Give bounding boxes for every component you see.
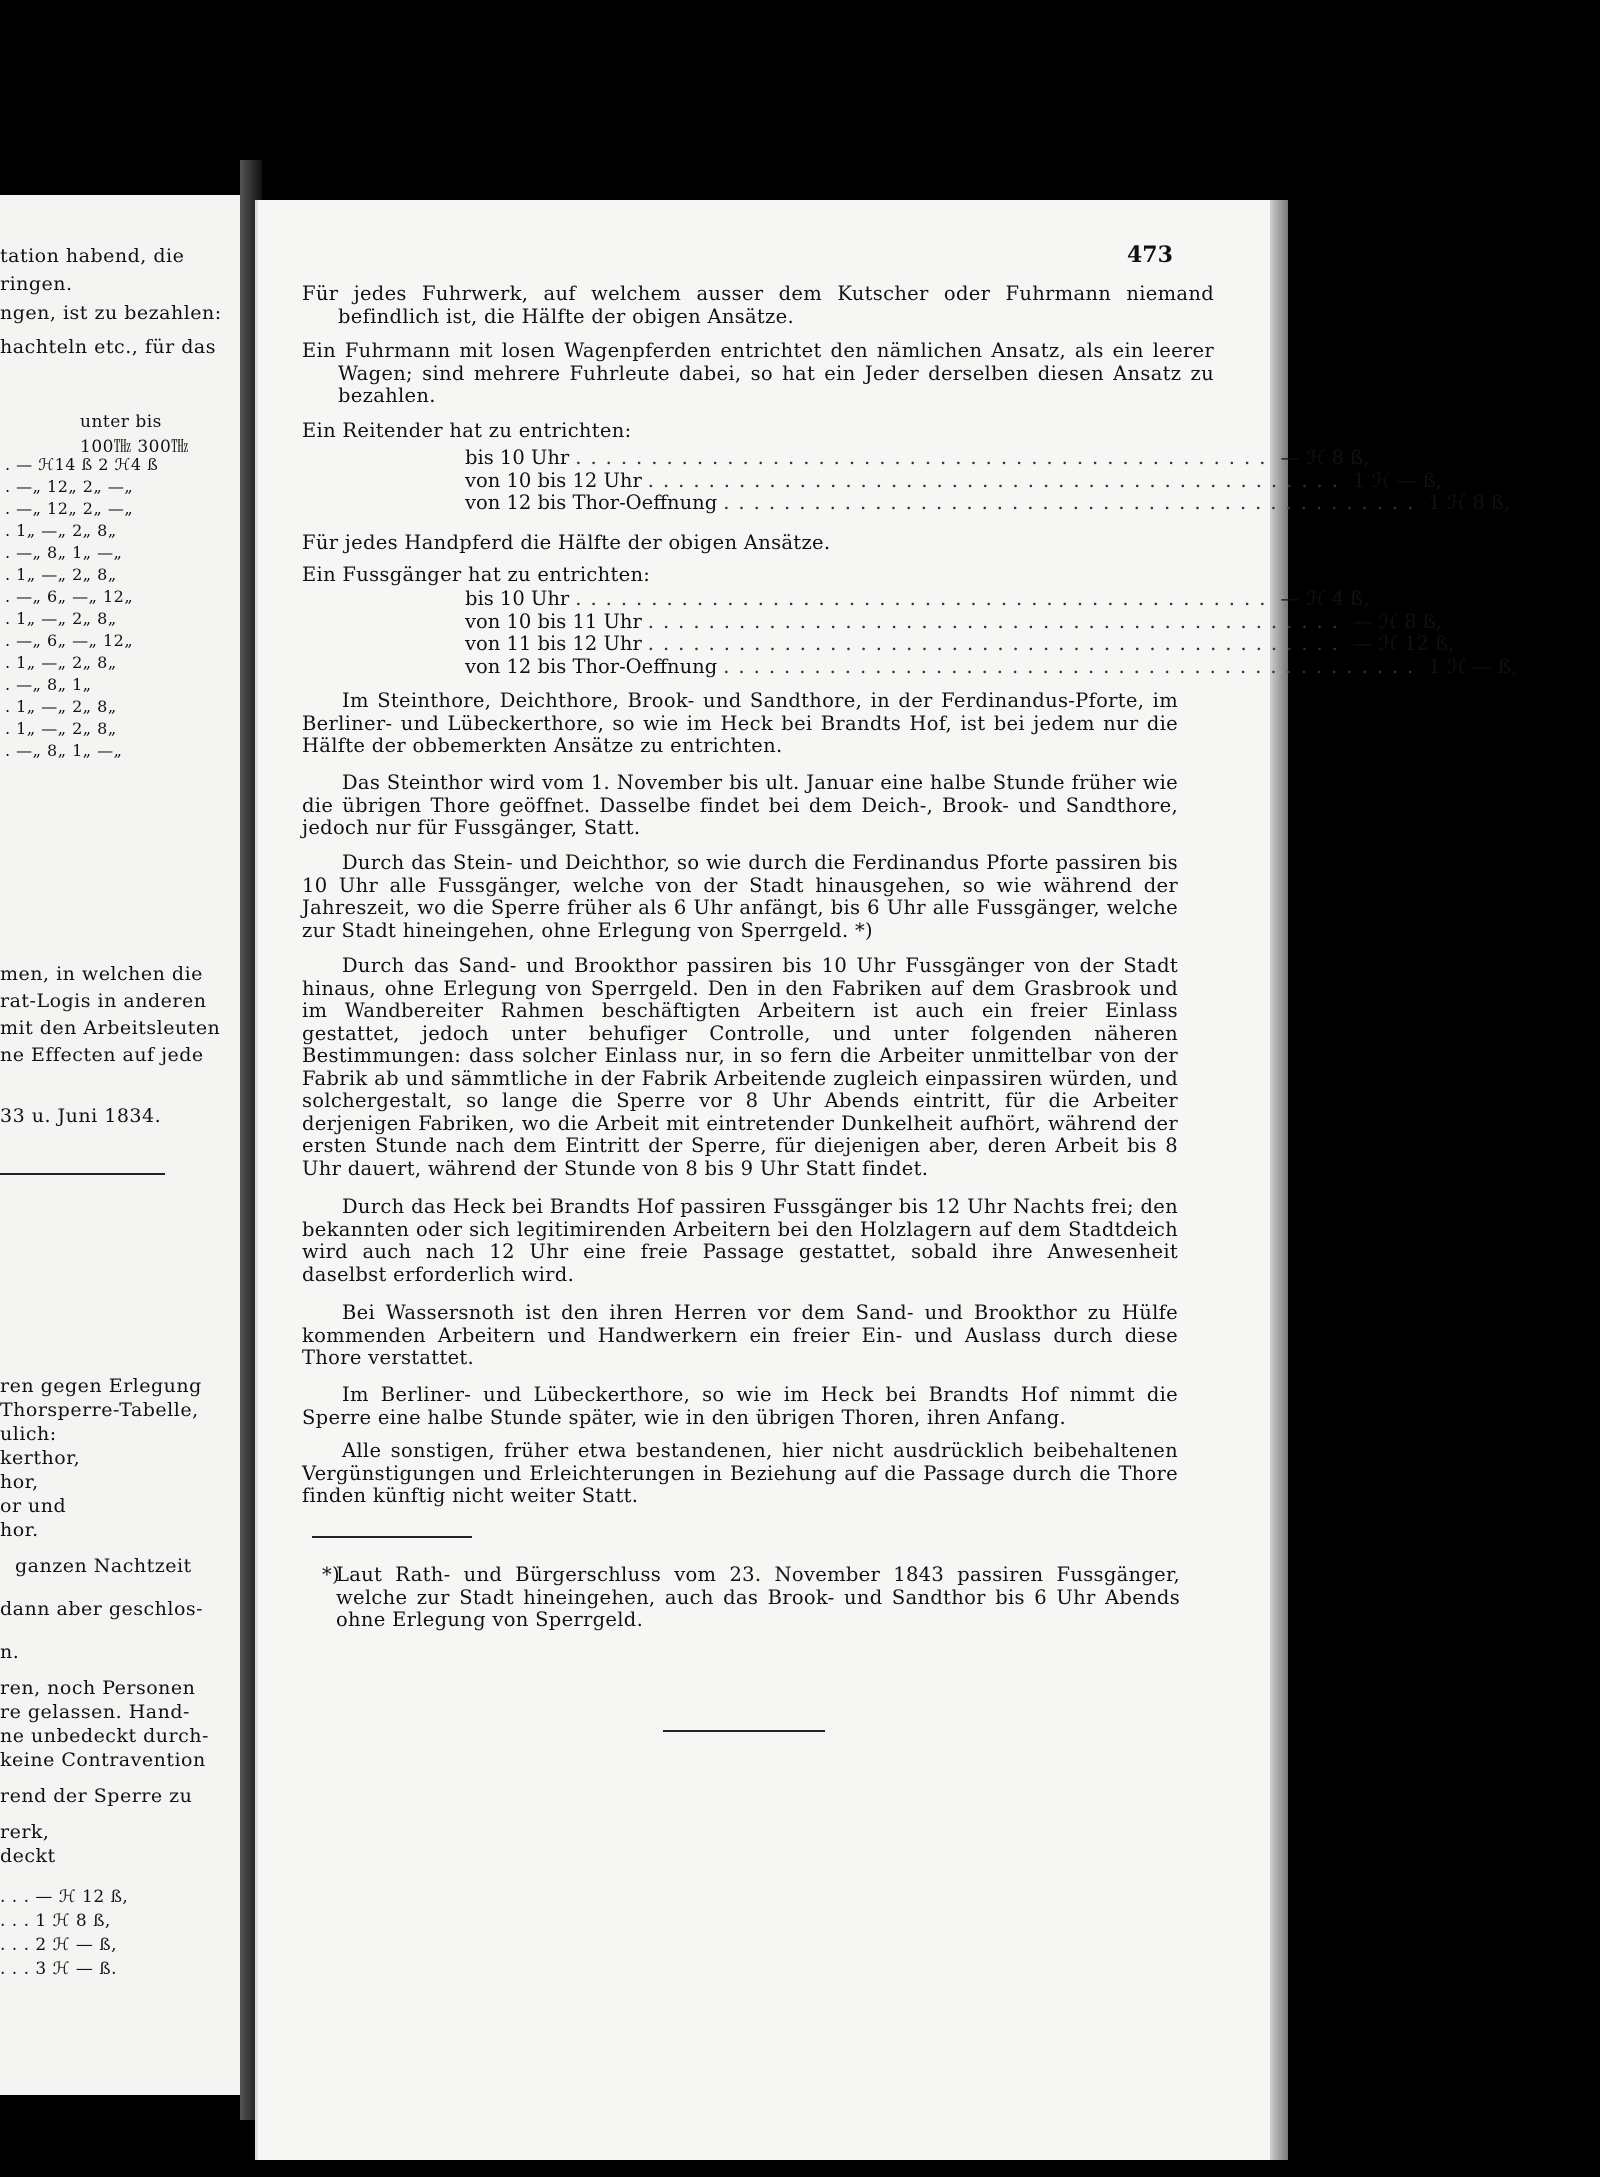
paragraph-fuhrmann: Ein Fuhrmann mit losen Wagenpferden entrichtet den nämlichen Ansatz, als ein leerer Wagen; sind mehrere Fuhrleute dabei, so hat ein Jeder derselben diesen Ansatz zu bezahlen. (302, 339, 1214, 407)
left-line: . . . 3 ℋ — ß. (0, 1959, 118, 1979)
paragraph-fussgaenger-heading: Ein Fussgänger hat zu entrichten: (302, 563, 651, 586)
fee-label: von 10 bis 11 Uhr (465, 609, 642, 633)
fee-label: von 11 bis 12 Uhr (465, 632, 642, 655)
left-line: . . . 2 ℋ — ß, (0, 1935, 118, 1955)
paragraph-berliner-luebeckerthore: Im Berliner- und Lübeckerthore, so wie im Heck bei Brandts Hof nimmt die Sperre eine halbe Stunde später, wie in den übrigen Thoren, ihren Anfang. (302, 1383, 1178, 1429)
left-line: tation habend, die (0, 245, 185, 267)
fee-value: — ℋ 12 ß, (1352, 632, 1455, 655)
fee-row (465, 609, 1442, 634)
leader-dots: .............................................. (723, 491, 1423, 514)
left-line: ne unbedeckt durch- (0, 1725, 209, 1747)
left-line: . —„ 12„ 2„ —„ (5, 477, 134, 496)
fee-label: bis 10 Uhr (465, 446, 570, 469)
left-line: ne Effecten auf jede (0, 1044, 204, 1066)
left-line: . —„ 8„ 1„ —„ (5, 741, 123, 760)
paragraph-sonstige-verguenstigungen: Alle sonstigen, früher etwa bestandenen, hier nicht ausdrücklich beibehaltenen Vergünstigungen und Erleichterungen in Beziehung auf die Passage durch die Thore finden künftig nicht weiter Statt. (302, 1439, 1178, 1507)
paragraph-reitender-heading: Ein Reitender hat zu entrichten: (302, 419, 632, 442)
paragraph-steinthor-november: Das Steinthor wird vom 1. November bis ult. Januar eine halbe Stunde früher wie die übrigen Thore geöffnet. Dasselbe findet bei dem Deich-, Brook- und Sandthore, jedoch nur für Fussgänger, Statt. (302, 771, 1178, 839)
left-line: men, in welchen die (0, 963, 203, 985)
left-line: kerthor, (0, 1447, 81, 1469)
left-line: ganzen Nachtzeit (15, 1555, 192, 1577)
left-line: ren, noch Personen (0, 1677, 196, 1699)
footnote-text: Laut Rath- und Bürgerschluss vom 23. November 1843 passiren Fussgänger, welche zur Stadt hineingehen, auch das Brook- und Sandthor bis 6 Uhr Abends ohne Erlegung von Sperrgeld. (336, 1563, 1180, 1631)
leader-dots: .............................................. (723, 654, 1423, 678)
fee-row (465, 446, 1370, 470)
fee-label: von 12 bis Thor-Oeffnung (465, 654, 718, 678)
paragraph-heck-brandts-hof: Durch das Heck bei Brandts Hof passiren Fussgänger bis 12 Uhr Nachts frei; den bekannten oder sich legitimirenden Arbeitern bei den Holzlagern auf dem Stadtdeich wird auch nach 12 Uhr eine freie Passage gestattet, sobald ihre Anwesenheit daselbst erforderlich wird. (302, 1195, 1178, 1286)
left-line: . 1„ —„ 2„ 8„ (5, 565, 117, 584)
leader-dots: .............................................. (647, 609, 1347, 633)
left-line: mit den Arbeitsleuten (0, 1017, 221, 1039)
footnote (322, 1563, 1180, 1632)
footnote-rule (312, 1536, 472, 1538)
left-line: Thorsperre-Tabelle, (0, 1399, 199, 1421)
left-line: . 1„ —„ 2„ 8„ (5, 719, 117, 738)
left-line: . 1„ —„ 2„ 8„ (5, 653, 117, 672)
left-line: . 1„ —„ 2„ 8„ (5, 697, 117, 716)
left-line: keine Contravention (0, 1749, 206, 1771)
fee-value: 1 ℋ 8 ß, (1428, 491, 1511, 514)
left-line: . 1„ —„ 2„ 8„ (5, 521, 117, 540)
fee-label: von 12 bis Thor-Oeffnung (465, 491, 718, 514)
fee-label: bis 10 Uhr (465, 587, 570, 610)
left-line: . . . — ℋ 12 ß, (0, 1887, 129, 1907)
left-line: . —„ 6„ —„ 12„ (5, 587, 134, 606)
left-line: . —„ 8„ 1„ —„ (5, 543, 123, 562)
left-line: . . . 1 ℋ 8 ß, (0, 1911, 111, 1931)
fee-row (465, 654, 1518, 679)
left-line: hachteln etc., für das (0, 336, 216, 358)
paragraph-steinthore: Im Steinthore, Deichthore, Brook- und Sandthore, in der Ferdinandus-Pforte, im Berliner- und Lübeckerthore, so wie im Heck bei Brandts Hof, ist bei jedem nur die Hälfte der obbemerkten Ansätze zu entrichten. (302, 689, 1178, 757)
left-line: 33 u. Juni 1834. (0, 1105, 162, 1127)
paragraph-handpferd: Für jedes Handpferd die Hälfte der obigen Ansätze. (302, 531, 831, 554)
leader-dots: .............................................. (647, 632, 1347, 655)
leader-dots: .............................................. (647, 468, 1347, 492)
left-line: . —„ 8„ 1„ (5, 675, 92, 694)
fee-value: — ℋ 8 ß, (1280, 446, 1370, 469)
paragraph-stein-deichthor: Durch das Stein- und Deichthor, so wie durch die Ferdinandus Pforte passiren bis 10 Uhr alle Fussgänger, welche von der Stadt hinausgehen, so wie während der Jahreszeit, wo die Sperre früher als 6 Uhr anfängt, bis 6 Uhr alle Fussgänger, welche zur Stadt hineingehen, ohne Erlegung von Sperrgeld. *) (302, 851, 1178, 942)
fee-value: — ℋ 8 ß, (1352, 609, 1442, 633)
leader-dots: .............................................. (575, 587, 1275, 610)
closing-rule (663, 1730, 825, 1732)
left-line: or und (0, 1495, 67, 1517)
fee-value: 1 ℋ — ß, (1428, 654, 1518, 678)
left-line: hor, (0, 1471, 39, 1493)
left-line: ulich: (0, 1423, 57, 1445)
paragraph-sand-brookthor: Durch das Sand- und Brookthor passiren bis 10 Uhr Fussgänger von der Stadt hinaus, ohne Erlegung von Sperrgeld. Den in den Fabriken auf dem Grasbrook und im Wandbereiter Rahmen beschäftigten Arbeitern ist auch ein freier Einlass gestattet, jedoch unter behufiger Controlle, und unter folgenden näheren Bestimmungen: dass solcher Einlass nur, in so fern die Arbeiter unmittelbar von der Fabrik ab und sämmtliche in der Fabrik Arbeitende zugleich einpassiren würden, und solchergestalt, so lange die Sperre vor 8 Uhr Abends eintritt, für die Arbeiter derjenigen Fabriken, wo die Arbeit mit eintretender Dunkelheit aufhört, während der ersten Stunde nach dem Eintritt der Sperre, für diejenigen aber, deren Arbeit bis 8 Uhr dauert, während der Stunde von 8 bis 9 Uhr Statt findet. (302, 954, 1178, 1180)
fee-row (465, 491, 1511, 515)
left-line: unter bis (80, 412, 162, 432)
fee-label: von 10 bis 12 Uhr (465, 468, 642, 492)
left-line: ringen. (0, 273, 73, 295)
left-line: rerk, (0, 1821, 50, 1843)
left-line: . —„ 12„ 2„ —„ (5, 499, 134, 518)
leader-dots: .............................................. (575, 446, 1275, 469)
fussgaenger-fee-table (465, 587, 1518, 678)
paragraph-fuhrwerk: Für jedes Fuhrwerk, auf welchem ausser dem Kutscher oder Fuhrmann niemand befindlich ist, die Hälfte der obigen Ansätze. (302, 282, 1214, 328)
fee-row (465, 632, 1455, 656)
left-line: . — ℋ14 ß 2 ℋ4 ß (5, 455, 159, 474)
left-line: . 1„ —„ 2„ 8„ (5, 609, 117, 628)
paragraph-wassersnoth: Bei Wassersnoth ist den ihren Herren vor dem Sand- und Brookthor zu Hülfe kommenden Arbeitern und Handwerkern ein freier Ein- und Auslass durch diese Thore verstattet. (302, 1301, 1178, 1369)
left-line: . —„ 6„ —„ 12„ (5, 631, 134, 650)
left-line: rend der Sperre zu (0, 1785, 193, 1807)
left-line: ngen, ist zu bezahlen: (0, 302, 222, 324)
reiter-fee-table (465, 446, 1511, 515)
fee-row (465, 468, 1442, 493)
fee-value: — ℋ 4 ß, (1280, 587, 1370, 610)
footnote-marker: *) (322, 1563, 340, 1586)
page-number: 473 (1127, 242, 1173, 268)
fee-value: 1 ℋ — ß, (1352, 468, 1442, 492)
left-line: ren gegen Erlegung (0, 1375, 202, 1397)
left-line: dann aber geschlos- (0, 1598, 204, 1620)
left-line: 100㎔ 300㎔ (80, 437, 189, 457)
left-rule (0, 1173, 165, 1175)
left-line: deckt (0, 1845, 56, 1867)
fee-row (465, 587, 1370, 611)
left-facing-page (0, 195, 246, 2095)
left-line: n. (0, 1641, 20, 1663)
left-line: hor. (0, 1519, 39, 1541)
left-line: re gelassen. Hand- (0, 1701, 190, 1723)
left-line: rat-Logis in anderen (0, 990, 207, 1012)
